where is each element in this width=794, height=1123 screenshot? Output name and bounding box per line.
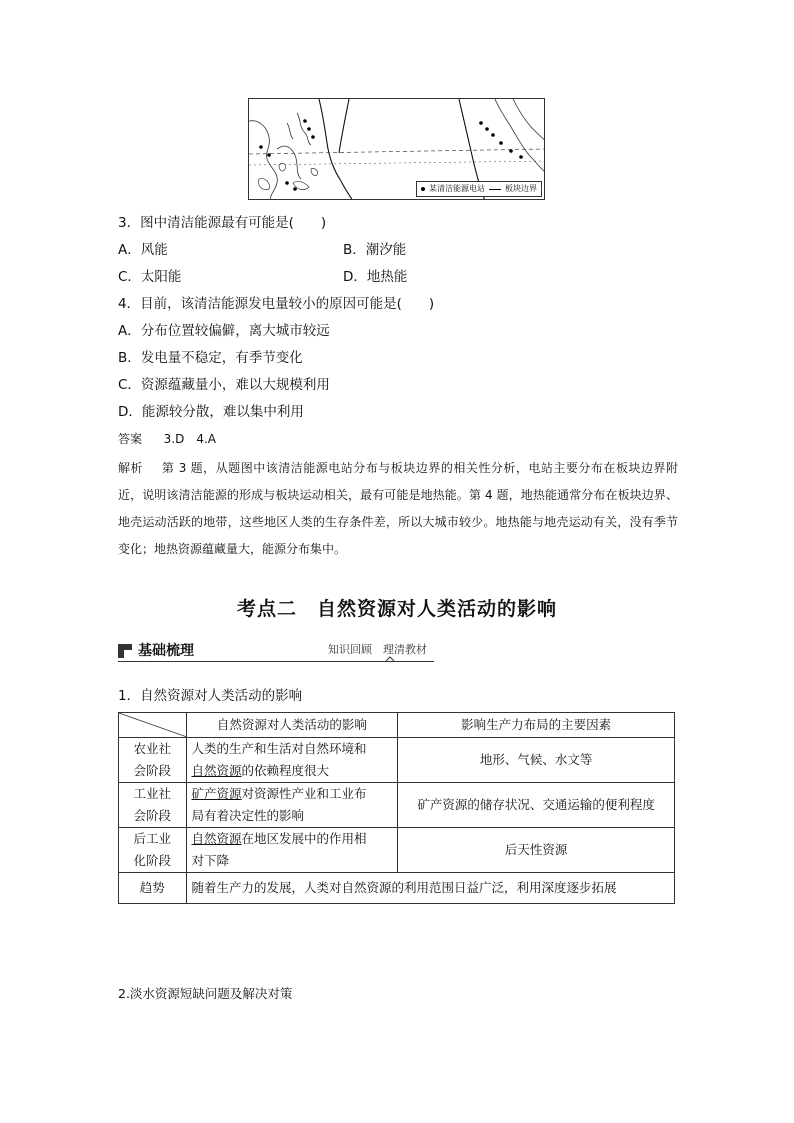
map-legend <box>416 181 542 197</box>
impact-line1-text: 在地区发展中的作用相 <box>241 831 367 846</box>
stage-cell <box>119 783 187 828</box>
stage-line-2: 化阶段 <box>133 853 171 868</box>
q3-option-d: D．地热能 <box>343 269 408 285</box>
item-2-heading: 2.淡水资源短缺问题及解决对策 <box>118 986 293 1001</box>
table-header-row <box>119 713 675 738</box>
impact-line-2: 对下降 <box>191 853 230 868</box>
impact-line-1: 人类的生产和生活对自然环境和 <box>191 741 367 756</box>
q4-option-c: C．资源蕴藏量小，难以大规模利用 <box>118 377 330 393</box>
section-title: 考点二 自然资源对人类活动的影响 <box>236 598 557 620</box>
factors-cell: 后天性资源 <box>398 828 675 873</box>
answer-value: 3.D 4.A <box>163 432 217 446</box>
q3-option-b: B．潮汐能 <box>343 242 407 258</box>
table-header-impact: 自然资源对人类活动的影响 <box>186 713 398 738</box>
stage-line-2: 会阶段 <box>133 808 171 823</box>
legend-station-label: 某清洁能源电站 <box>429 184 485 193</box>
basics-banner <box>118 640 438 664</box>
explanation <box>118 455 678 563</box>
stage-line-1: 工业社 <box>133 786 171 801</box>
table-row <box>119 828 675 873</box>
q3-option-a: A．风能 <box>118 242 168 258</box>
impact-rest: 的依赖程度很大 <box>241 763 330 778</box>
stage-line-1: 农业社 <box>133 741 171 756</box>
factors-cell: 矿产资源的储存状况、交通运输的便利程度 <box>398 783 675 828</box>
q4-option-b: B．发电量不稳定，有季节变化 <box>118 350 303 366</box>
table-trend-row <box>119 873 675 904</box>
banner-tag: 知识回顾 理清教材 <box>328 643 427 656</box>
answer-line <box>118 429 216 449</box>
diagonal-line <box>119 713 187 737</box>
banner-square-cutout <box>124 650 132 658</box>
trend-text: 随着生产力的发展，人类对自然资源的利用范围日益广泛，利用深度逐步拓展 <box>186 873 675 904</box>
impact-line1-text: 对资源性产业和工业布 <box>241 786 367 801</box>
impact-line-2 <box>192 760 393 782</box>
impact-line-2: 局有着决定性的影响 <box>191 808 305 823</box>
underlined-term: 矿产资源 <box>191 786 242 801</box>
underlined-term: 自然资源 <box>191 763 242 778</box>
q3-option-c: C．太阳能 <box>118 269 182 285</box>
stage-cell <box>119 828 187 873</box>
impact-line-1 <box>192 783 393 805</box>
banner-notch-icon <box>386 655 394 663</box>
table-row <box>119 783 675 828</box>
trend-label: 趋势 <box>119 873 187 904</box>
stage-line-1: 后工业 <box>133 831 171 846</box>
underlined-term: 自然资源 <box>191 831 242 846</box>
impact-cell <box>186 783 398 828</box>
explanation-label: 解析 <box>118 461 144 475</box>
legend-boundary-label: 板块边界 <box>505 184 537 193</box>
impact-cell <box>186 828 398 873</box>
table-row <box>119 738 675 783</box>
factors-cell: 地形、气候、水文等 <box>398 738 675 783</box>
q4-option-a: A．分布位置较偏僻，离大城市较远 <box>118 323 330 339</box>
resource-impact-table <box>118 712 675 904</box>
stage-line-2: 会阶段 <box>133 763 171 778</box>
impact-line-1 <box>192 828 393 850</box>
item-1-heading: 1．自然资源对人类活动的影响 <box>118 688 303 704</box>
table-corner-cell <box>119 713 187 738</box>
explanation-text: 第 3 题，从题图中该清洁能源电站分布与板块边界的相关性分析，电站主要分布在板块边界附近，说明该清洁能源的形成与板块运动相关，最有可能是地热能。第 4 题，地热能通常分布在板块边界、地壳运动活跃的地带，这些地区人类的生存条件差，所以大城市较少。地热能与地壳运动有关，没有季节变化；地热资源蕴藏量大，能源分布集中。 <box>118 461 678 556</box>
impact-cell <box>186 738 398 783</box>
banner-label: 基础梳理 <box>138 643 194 659</box>
q4-option-d: D．能源较分散，难以集中利用 <box>118 404 304 420</box>
boundary-line-icon <box>489 189 501 190</box>
answer-label: 答案 <box>118 432 143 446</box>
question-3-stem: 3．图中清洁能源最有可能是( ) <box>118 215 327 231</box>
station-dot-icon <box>421 187 425 191</box>
question-4-stem: 4．目前，该清洁能源发电量较小的原因可能是( ) <box>118 296 435 312</box>
stage-cell <box>119 738 187 783</box>
table-header-factors: 影响生产力布局的主要因素 <box>398 713 675 738</box>
plate-boundary-map <box>248 98 545 200</box>
